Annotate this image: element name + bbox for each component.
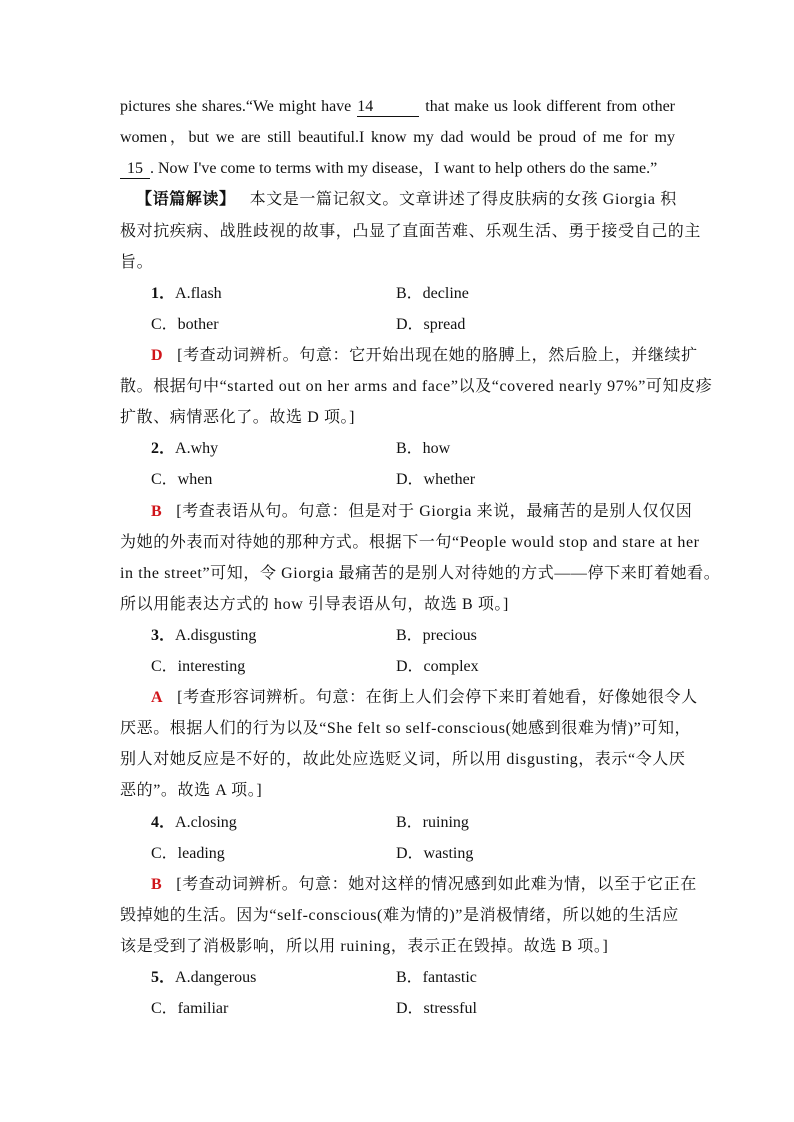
q3-answer: A	[151, 689, 164, 706]
passage-line-3	[120, 159, 675, 181]
reading-analysis-label: 【语篇解读】	[136, 191, 236, 208]
q2-answer: B	[151, 503, 163, 520]
q4-option-a	[151, 813, 237, 833]
q1-option-d: D．spread	[396, 316, 466, 333]
passage-line-1	[120, 97, 675, 119]
option-text: A.disgusting	[175, 627, 257, 644]
q1-option-a	[151, 284, 222, 304]
q4-option-d: D．wasting	[396, 845, 474, 862]
q2-option-b: B．how	[396, 440, 451, 457]
q1-explanation-line-2: 散。根据句中“started out on her arms and face”以及“covered nearly 97%”可知皮疹	[120, 378, 713, 395]
question-number: 4．	[151, 814, 176, 831]
q4-explanation-line-2: 毁掉她的生活。因为“self-conscious(难为情的)”是消极情绪，所以她的生活应	[120, 907, 679, 924]
q3-option-d: D．complex	[396, 658, 479, 675]
q3-explanation-line-2: 厌恶。根据人们的行为以及“She felt so self-conscious(她感到很难为情)”可知，	[120, 720, 692, 737]
option-text: A.flash	[175, 285, 222, 302]
q3-option-c: C．interesting	[151, 658, 246, 675]
option-text: A.why	[175, 440, 219, 457]
reading-analysis-line-2: 极对抗疾病、战胜歧视的故事，凸显了直面苦难、乐观生活、勇于接受自己的主	[120, 223, 702, 240]
q1-explanation-line-1	[151, 346, 698, 368]
question-number: 2．	[151, 440, 176, 457]
option-text: A.dangerous	[175, 969, 257, 986]
q4-option-c: C．leading	[151, 845, 225, 862]
q3-explanation-line-1	[151, 688, 698, 710]
q3-option-b: B．precious	[396, 627, 477, 644]
q4-option-b: B．ruining	[396, 814, 469, 831]
q4-explanation-line-3: 该是受到了消极影响，所以用 ruining，表示正在毁掉。故选 B 项。]	[120, 938, 609, 955]
reading-analysis-line-1	[136, 190, 675, 212]
passage-text: pictures she shares.“We might have	[120, 98, 352, 115]
q2-explanation-line-1	[151, 502, 693, 524]
q1-explanation-line-3: 扩散、病情恶化了。故选 D 项。]	[120, 409, 356, 426]
question-number: 5．	[151, 969, 176, 986]
q2-option-c: C．when	[151, 471, 213, 488]
q5-option-b: B．fantastic	[396, 969, 477, 986]
reading-analysis-text: 本文是一篇记叙文。文章讲述了得皮肤病的女孩 Giorgia 积	[249, 191, 677, 208]
passage-text: . Now I've come to terms with my disease，I want to help others do the same.”	[150, 160, 658, 177]
reading-analysis-line-3: 旨。	[120, 254, 154, 271]
q2-option-a	[151, 439, 218, 459]
q2-explanation-line-3: in the street”可知，令 Giorgia 最痛苦的是别人对待她的方式——停下来盯着她看。	[120, 565, 721, 582]
q4-explanation-line-1	[151, 875, 697, 897]
q2-explanation-line-4: 所以用能表达方式的 how 引导表语从句，故选 B 项。]	[120, 596, 509, 613]
q3-explanation-line-3: 别人对她反应是不好的，故此处应选贬义词，所以用 disgusting，表示“令人厌	[120, 751, 686, 768]
question-number: 3．	[151, 627, 176, 644]
q2-option-d: D．whether	[396, 471, 476, 488]
explanation-text: [考查表语从句。句意：但是对于 Giorgia 来说，最痛苦的是别人仅仅因	[176, 503, 693, 520]
q1-option-c: C．bother	[151, 316, 219, 333]
passage-line-2: women，but we are still beautiful.I know my dad would be proud of me for my	[120, 129, 675, 146]
q2-explanation-line-2: 为她的外表而对待她的那种方式。根据下一句“People would stop and stare at her	[120, 534, 700, 551]
blank-14: 14	[357, 98, 419, 117]
blank-15: 15	[120, 160, 150, 179]
q5-option-d: D．stressful	[396, 1000, 477, 1017]
q1-option-b: B．decline	[396, 285, 469, 302]
q1-answer: D	[151, 347, 164, 364]
q3-option-a	[151, 626, 256, 646]
q3-explanation-line-4: 恶的”。故选 A 项。]	[120, 782, 263, 799]
q5-option-a	[151, 968, 256, 988]
q5-option-c: C．familiar	[151, 1000, 229, 1017]
passage-text: that make us look different from other	[425, 98, 675, 115]
question-number: 1．	[151, 285, 176, 302]
q4-answer: B	[151, 876, 163, 893]
explanation-text: [考查动词辨析。句意：它开始出现在她的胳膊上，然后脸上，并继续扩	[177, 347, 698, 364]
explanation-text: [考查形容词辨析。句意：在街上人们会停下来盯着她看，好像她很令人	[177, 689, 698, 706]
option-text: A.closing	[175, 814, 237, 831]
explanation-text: [考查动词辨析。句意：她对这样的情况感到如此难为情，以至于它正在	[176, 876, 697, 893]
